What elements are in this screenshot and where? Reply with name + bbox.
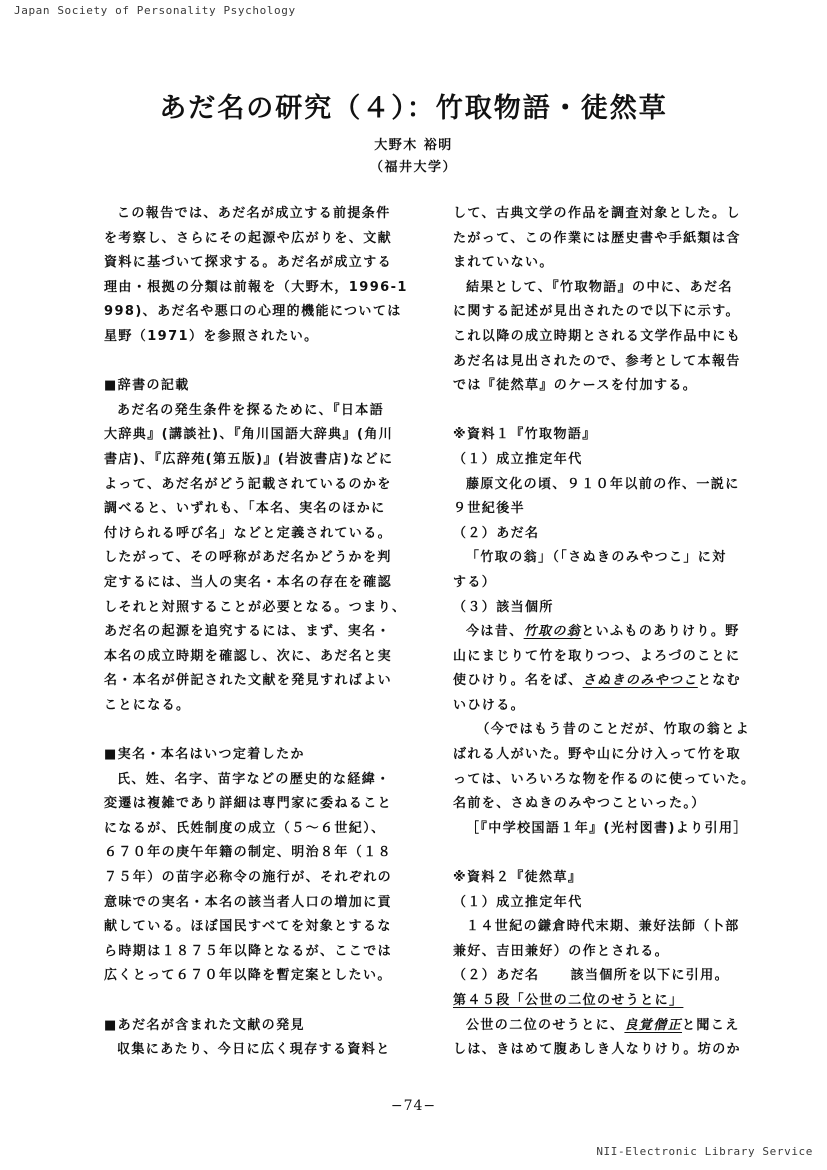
author-name: 大野木 裕明: [374, 138, 453, 153]
section-title-dan-45: 第４５段「公世の二位のせうとに」: [453, 993, 684, 1008]
text-line: よって、あだ名がどう記載されているのかを: [104, 476, 392, 492]
text-line: 大辞典』(講談社)、『角川国語大辞典』(角川: [104, 427, 394, 443]
translation-line: 名前を、さぬきのみやつこといった。）: [453, 796, 706, 812]
text-line: 献している。ほぼ国民すべてを対象とするな: [104, 919, 392, 935]
page-number: −74−: [390, 1098, 437, 1114]
right-column: [453, 202, 783, 1063]
subheading: （１）成立推定年代: [453, 451, 583, 467]
text-line: 調べると、いずれも、「本名、実名のほかに: [104, 501, 386, 517]
text-line: あだ名は見出されたので、参考として本報告: [453, 353, 741, 369]
text-line: 資料に基づいて探求する。あだ名が成立する: [104, 255, 393, 271]
real-name-sanuki-no-miyatsuko: さぬきのみやつこ: [582, 673, 698, 689]
text-line: この報告では、あだ名が成立する前提条件: [117, 206, 391, 221]
dictionary-paragraph: [104, 399, 434, 719]
subheading: （１）成立推定年代: [453, 894, 583, 910]
text-line: 名・本名が併記された文献を発見すればよい: [104, 673, 393, 689]
literature-paragraph: [104, 1038, 434, 1063]
nickname-taketori-no-okina: 竹取の翁: [523, 624, 582, 640]
quote-line: 使ひけり。名をば、さぬきのみやつことなむ: [453, 673, 742, 689]
text-line: 収集にあたり、今日に広く現存する資料と: [117, 1042, 391, 1058]
text-line: 氏、姓、名字、苗字などの歴史的な経緯・: [117, 771, 391, 787]
text-line: 藤原文化の頃、９１０年以前の作、一説に: [466, 476, 740, 492]
paper-title: あだ名の研究（４）：竹取物語・徒然草: [159, 93, 668, 124]
text-line: たがって、この作業には歴史書や手紙類は含: [453, 230, 741, 246]
subheading: （３）該当個所: [453, 599, 554, 615]
quote-line: 公世の二位のせうとに、良覚僧正と聞こえ: [466, 1017, 740, 1033]
quote-line: しは、きはめて腹あしき人なりけり。坊のか: [453, 1042, 742, 1058]
material-2-tsurezuregusa: [453, 866, 783, 1063]
intro-paragraph: [104, 202, 434, 350]
text-line: １４世紀の鎌倉時代末期、兼好法師（卜部: [466, 919, 740, 935]
text-line: では『徒然草』のケースを付加する。: [453, 378, 698, 394]
quote-line: 山にまじりて竹を取りつつ、よろづのことに: [453, 648, 741, 664]
nickname-ryokaku-sojo: 良覚僧正: [624, 1017, 683, 1033]
text-line: ことになる。: [104, 697, 191, 713]
library-service-footer: NII-Electronic Library Service: [596, 1145, 813, 1158]
text-line: 定するには、当人の実名・本名の存在を確認: [104, 574, 393, 590]
text-line: を考察し、さらにその起源や広がりを、文献: [104, 230, 393, 246]
left-column: [104, 202, 434, 1063]
material-1-taketori: [453, 423, 783, 841]
text-line: ７５年）の苗字必称令の施行が、それぞれの: [104, 870, 393, 886]
text-line: したがって、その呼称があだ名かどうかを判: [104, 550, 392, 566]
text-line: して、古典文学の作品を調査対象とした。し: [453, 206, 741, 221]
translation-line: っては、いろいろな物を作るのに使っていた。: [453, 771, 756, 787]
text-line: 変遷は複雑であり詳細は専門家に委ねること: [104, 796, 393, 812]
citation: ［『中学校国語１年』(光村図書)より引用］: [466, 820, 748, 836]
text-line: になるが、氏姓制度の成立（５～６世紀）、: [104, 820, 386, 836]
text-line: 理由・根拠の分類は前報を（大野木，1996-1: [104, 279, 408, 295]
quote-line: いひける。: [453, 697, 526, 713]
subheading: （２）あだ名: [453, 525, 540, 541]
text-line: まれていない。: [453, 255, 554, 271]
subheading: （２）あだ名 該当個所を以下に引用。: [453, 968, 729, 984]
text-line: 本名の成立時期を確認し、次に、あだ名と実: [104, 648, 393, 664]
society-header: Japan Society of Personality Psychology: [14, 4, 296, 17]
text-line: する）: [453, 574, 497, 590]
section-heading-dictionary: ■辞書の記載: [104, 378, 190, 394]
text-line: に関する記述が見出されたので以下に示す。: [453, 304, 740, 320]
text-line: 兼好、吉田兼好）の作とされる。: [453, 943, 670, 959]
author-affiliation: （福井大学）: [369, 160, 457, 175]
text-line: 付けられる呼び名」などと定義されている。: [104, 525, 393, 541]
text-line: 998)、あだ名や悪口の心理的機能については: [104, 304, 402, 320]
section-heading-real-names: ■実名・本名はいつ定着したか: [104, 747, 305, 763]
text-line: あだ名の発生条件を探るために、『日本語: [117, 402, 385, 418]
material-heading: ※資料１『竹取物語』: [453, 427, 597, 443]
text-line: 星野（1971）を参照されたい。: [104, 328, 319, 344]
text-line: ９世紀後半: [453, 501, 526, 517]
text-line: あだ名の起源を追究するには、まず、実名・: [104, 624, 391, 640]
text-line: これ以降の成立時期とされる文学作品中にも: [453, 328, 742, 344]
text-line: しそれと対照することが必要となる。つまり、: [104, 599, 407, 615]
translation-line: （今ではもう昔のことだが、竹取の翁とよ: [476, 722, 750, 738]
quote-line: 今は昔、竹取の翁といふものありけり。野: [466, 624, 740, 640]
text-line: 「竹取の翁」（「さぬきのみやつこ」に対: [466, 550, 727, 566]
text-line: 書店)、『広辞苑(第五版)』(岩波書店)などに: [104, 451, 394, 467]
real-names-paragraph: [104, 768, 434, 989]
text-line: ６７０年の庚午年籍の制定、明治８年（１８: [104, 845, 393, 861]
translation-line: ばれる人がいた。野や山に分け入って竹を取: [453, 747, 742, 763]
continuation-paragraph: [453, 202, 783, 276]
material-heading: ※資料２『徒然草』: [453, 870, 583, 886]
section-heading-literature: ■あだ名が含まれた文献の発見: [104, 1017, 305, 1033]
text-line: 意味での実名・本名の該当者人口の増加に貢: [104, 894, 393, 910]
text-line: ら時期は１８７５年以降となるが、ここでは: [104, 943, 393, 959]
text-line: 結果として、『竹取物語』の中に、あだ名: [466, 279, 733, 295]
result-paragraph: [453, 276, 783, 399]
text-line: 広くとって６７０年以降を暫定案としたい。: [104, 968, 392, 984]
